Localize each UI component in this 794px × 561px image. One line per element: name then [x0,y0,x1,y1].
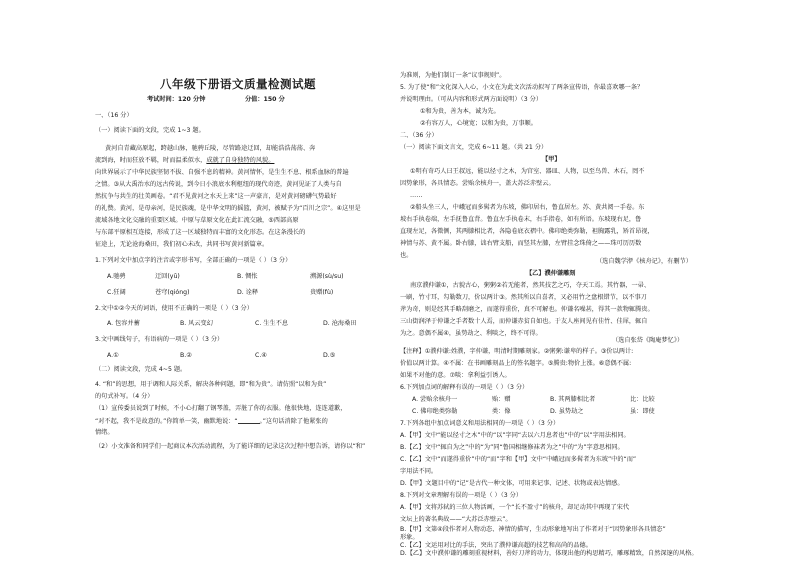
q7-option-b: B.【乙】文中“辄自为之”中的“为”同“鲁国相继修袜者为之”中的“为”字意思相同。 [400,444,624,451]
question-4-cont: 的句式补写。（4 分） [95,393,154,400]
annotation: 价值以两计算。④不属：在书画雕刻品上的签名题字。⑤腾贵:物价上涨。⑥意偶不属: [400,360,632,367]
passage-line: 与东部平原相互连接，形成了这一区域独特而丰富的文化形态。在这条漫长的 [95,229,306,236]
passage-line: 流到海，时而狂放不羁，时而温柔似水，成就了自身独特的风貌。 [95,157,275,164]
q8-option-b: B.【甲】文第④段作者对人物动态、神情的描写，生动形象地写出了作者对于“因势象形各具情态” [400,526,666,533]
question-3: 3.文中画线句子，有语病的一项是（ ）（3 分） [95,336,224,343]
q7-option-d: D.【甲】文题目中的“记”是古代一种文体，可用来记事、记述、状物或表达情感。 [400,480,624,487]
passage-line: 因势象形，各具情态。尝贻余核舟一，盖大苏泛赤壁云。 [400,180,555,187]
question-5-cont: 并说明理由。（可从内容和形式两方面说明）（3 分） [400,96,543,103]
question-7: 7.下列各组中加点词意义和用法相同的一项是（ ）（3 分） [400,420,560,427]
question-4-part2: （2）小文准备和同学们一起商议本次活动流程，为了能详细的记录这次过程中想告诉，请你以“和” [95,443,366,450]
q8-option-a-cont: 文坛上的著名典故——“大苏泛赤壁云”。 [400,516,512,523]
page-title: 八年级下册语文质量检测试题 [160,77,316,91]
passage-line: 斧为奇，则是经其手略刮磨之，而遂得重价，真不可解也。仲谦名噪甚，得其一款物辄腾贵。 [400,306,654,313]
q1-option-a: A.驰骋 [107,273,126,280]
passage-line: ②船头坐三人，中峨冠而多髯者为东坡，佛印居右，鲁直居左。苏、黄共阅一手卷。东 [410,204,645,211]
q6-option-a: A. 尝贻余核舟一 [412,396,458,403]
q7-option-a: A.【甲】文中“能以径寸之木”中的“以”字同“去以六月息者也”中的“以”字用法相同。 [400,432,630,439]
question-4-part1-cont: “对不起，我不是故意的。”你简单一笑，幽默地说：“ 。”这句话消除了他紧张的 [95,418,328,425]
q2-option-c: C. 生生不息 [255,320,289,327]
q1-option-d-word: 贵赠(fù) [310,289,334,296]
q2-option-a: A. 包容并蓄 [107,320,140,327]
exam-score: 分值：150 分 [245,96,285,103]
q2-option-b: B. 风云变幻 [180,320,213,327]
q6-option-d-gloss: 虽：即使 [630,408,655,415]
question-5: 5. 为了使“和”文化深入人心，小文在为此文次活动拟写了两条宣传语，你最喜欢哪一条？ [400,84,644,91]
question-1: 1.下列对文中加点字的注音或字形书写，全部正确的一项是（ ）（3 分） [95,257,292,264]
read-instruction-2: （二）阅读文段，完成 4~5 题。 [95,366,187,373]
question-6: 6.下列加点词的解释有误的一项是（ ）（3 分） [400,384,529,391]
passage-line: 直现左足，各微侧，其两膝相比者，各隐卷底衣褶中。佛印绝类弥勒，袒胸露乳，矫首昂视， [400,228,654,235]
source-citation: （选自魏学洢《核舟记》，有删节） [596,258,692,265]
q8-option-a: A.【甲】文将苏轼的三位人物活画，一个“长不盈寸”的核舟，却足动其中再现了宋代 [400,504,630,511]
passage-line: 也。 [400,252,413,259]
q1-option-a-word: 迂回(yū) [155,273,180,280]
passage-line: 之情。③从大禹治水的远古传说，到今日小浪底水利枢纽的现代奇迹，黄河见证了人类与自 [95,181,342,188]
slogan-2: ②有容万人，心境宽；以和为贵，万事顺。 [420,120,537,127]
question-8: 8.下列对文章理解有误的一项是（ ）（3 分） [400,492,523,499]
q1-option-c-word: 苍穹(qióng) [155,289,190,296]
q1-option-b: B. 惆怅 [237,273,258,280]
q1-option-b-word: 溯源(sù/su) [310,273,344,280]
question-4-part2-cont: 为准则，为他们制订一条“议事规则”。 [400,72,506,79]
passage-line: 一刷，竹寸耳，勾勒数刀，价以两计③。然其所以自喜者，又必用竹之盘根错节，以不事刀 [400,294,647,301]
answer-blank[interactable] [238,417,260,424]
q1-option-c: C.狂阔 [107,289,126,296]
passage-ellipsis: …… [410,192,423,199]
passage-line: 三山街润泽于仲谦之手者数十人焉，而仲谦赤贫自如也。于友人座间见有佳竹、佳犀，辄自 [400,318,648,325]
read-instruction-3: （一）阅读下面文言文，完成 6~11 题。（共 21 分） [400,144,548,151]
q8-option-c: C.【乙】文运用对比的手法，突出了濮仲谦高超的技艺和高尚的品德。 [400,542,592,549]
source-citation: （选自张岱《陶庵梦忆》） [612,337,684,344]
q3-option-b: B.② [180,352,192,359]
q8-option-b-cont: 形象。 [400,534,419,541]
passage-line: 的礼赞。黄河，是母亲河，是民族魂，是中华文明的摇篮，黄河，被赋予为“百川之宗”。④这里是 [95,205,361,212]
q6-option-c-gloss: 类：像 [492,408,511,415]
passage-jia-heading: 【甲】 [542,156,561,163]
question-4-part1-end: 情绪。 [95,429,114,436]
passage-line: 为之。意偶不属④，虽势劫之、利啖之，终不可得。 [400,330,542,337]
q3-option-a: A.① [107,352,119,359]
passage-line: 坡右手执卷端，左手抚鲁直背。鲁直左手执卷末，右手指卷，如有所语。东坡现右足，鲁 [400,216,642,223]
read-instruction: （一）阅读下面的文段，完成 1~3 题。 [95,127,205,134]
q3-option-c: C.④ [255,352,267,359]
q6-option-b-gloss: 比：比较 [630,396,655,403]
q1-option-d: D. 诠释 [237,289,259,296]
passage-line: 南京濮仲谦①，古貌古心，粥粥②若无能者，然其技艺之巧，夺天工焉。其竹器，一帚、 [410,282,651,289]
q8-option-d: D.【乙】文中濮仲谦的雕刻重视材料，善好刀斧的功力，体现出他的构思精巧，雕琢精致，自然深邃的风格。 [400,550,698,557]
question-4-part1: （1）宣传委员说到了时候，不小心打翻了钢琴盖，弄脏了你的衣服。他很快地，连连道歉， [95,405,347,412]
passage-line: 黄河自青藏高原起，跨越山脉，驰骋丘陵，尽管路途迂回，却能浩浩荡荡、奔 [105,145,316,152]
q7-option-c: C.【乙】文中“而遂得重价”中的“而”字和【甲】文中“中峨冠而多髯者为东坡”中的“而” [400,456,637,463]
annotation: 如果不对他的意。⑦啖：拿利益引诱人。 [400,372,511,379]
section-one-heading: 一、（16 分） [95,112,133,119]
q6-option-b: B. 其两膝相比者 [550,396,596,403]
annotation: 【注释】①濮仲谦:姓濮，字仲谦，明清时期雕刻家。②粥粥:谦卑的样子。③价以两计: [400,348,634,355]
q6-option-c: C. 佛印绝类弥勒 [412,408,458,415]
q3-option-d: D.⑤ [323,352,336,359]
slogan-1: ①和为贵，善为本，诚为先。 [420,108,500,115]
exam-time: 考试时间：120 分钟 [147,96,206,103]
passage-line: 然抗争与共生的壮美画卷。“君不见黄河之水天上来”这一声豪言，是对黄河磅礴气势最好 [95,193,337,200]
passage-line: 神情与苏、黄不属。卧右膝，诎右臂支船，而竖其左膝，左臂挂念珠倚之——珠可历历数 [400,240,642,247]
passage-line: 向世界展示了中华民族坚韧不拔、自强不息的精神。黄河情怀，是生生不息、根系血脉的普遍 [95,169,349,176]
section-two-heading: 二、（36 分） [400,132,438,139]
q2-option-d: D. 沧海桑田 [323,320,357,327]
q7-option-c-cont: 字用法不同。 [400,468,438,475]
question-2: 2.文中①②今天的词语，使用不正确的一项是（ ）（3 分） [95,305,253,312]
passage-yi-heading: 【乙】濮仲谦雕刻 [526,270,576,277]
question-4: 4. “和”的思想，用于调和人际关系，解决各种问题，即“和为贵”。请仿照“以和为贵” [95,381,327,388]
q6-option-a-gloss: 贻：赠 [492,396,511,403]
passage-line: 流域各地文化交融的重要区域。中原与草原文化在此汇流交融，⑤西部高原 [95,217,299,224]
q6-option-d: D. 虽势劫之 [550,408,584,415]
passage-line: ①明有奇巧人曰王叔远，能以径寸之木，为宫室、器皿、人物，以至鸟兽、木石，罔不 [410,168,645,175]
passage-line: 征途上，无论沧海桑田，我们初心未改，共同书写黄河新篇章。 [95,241,269,248]
